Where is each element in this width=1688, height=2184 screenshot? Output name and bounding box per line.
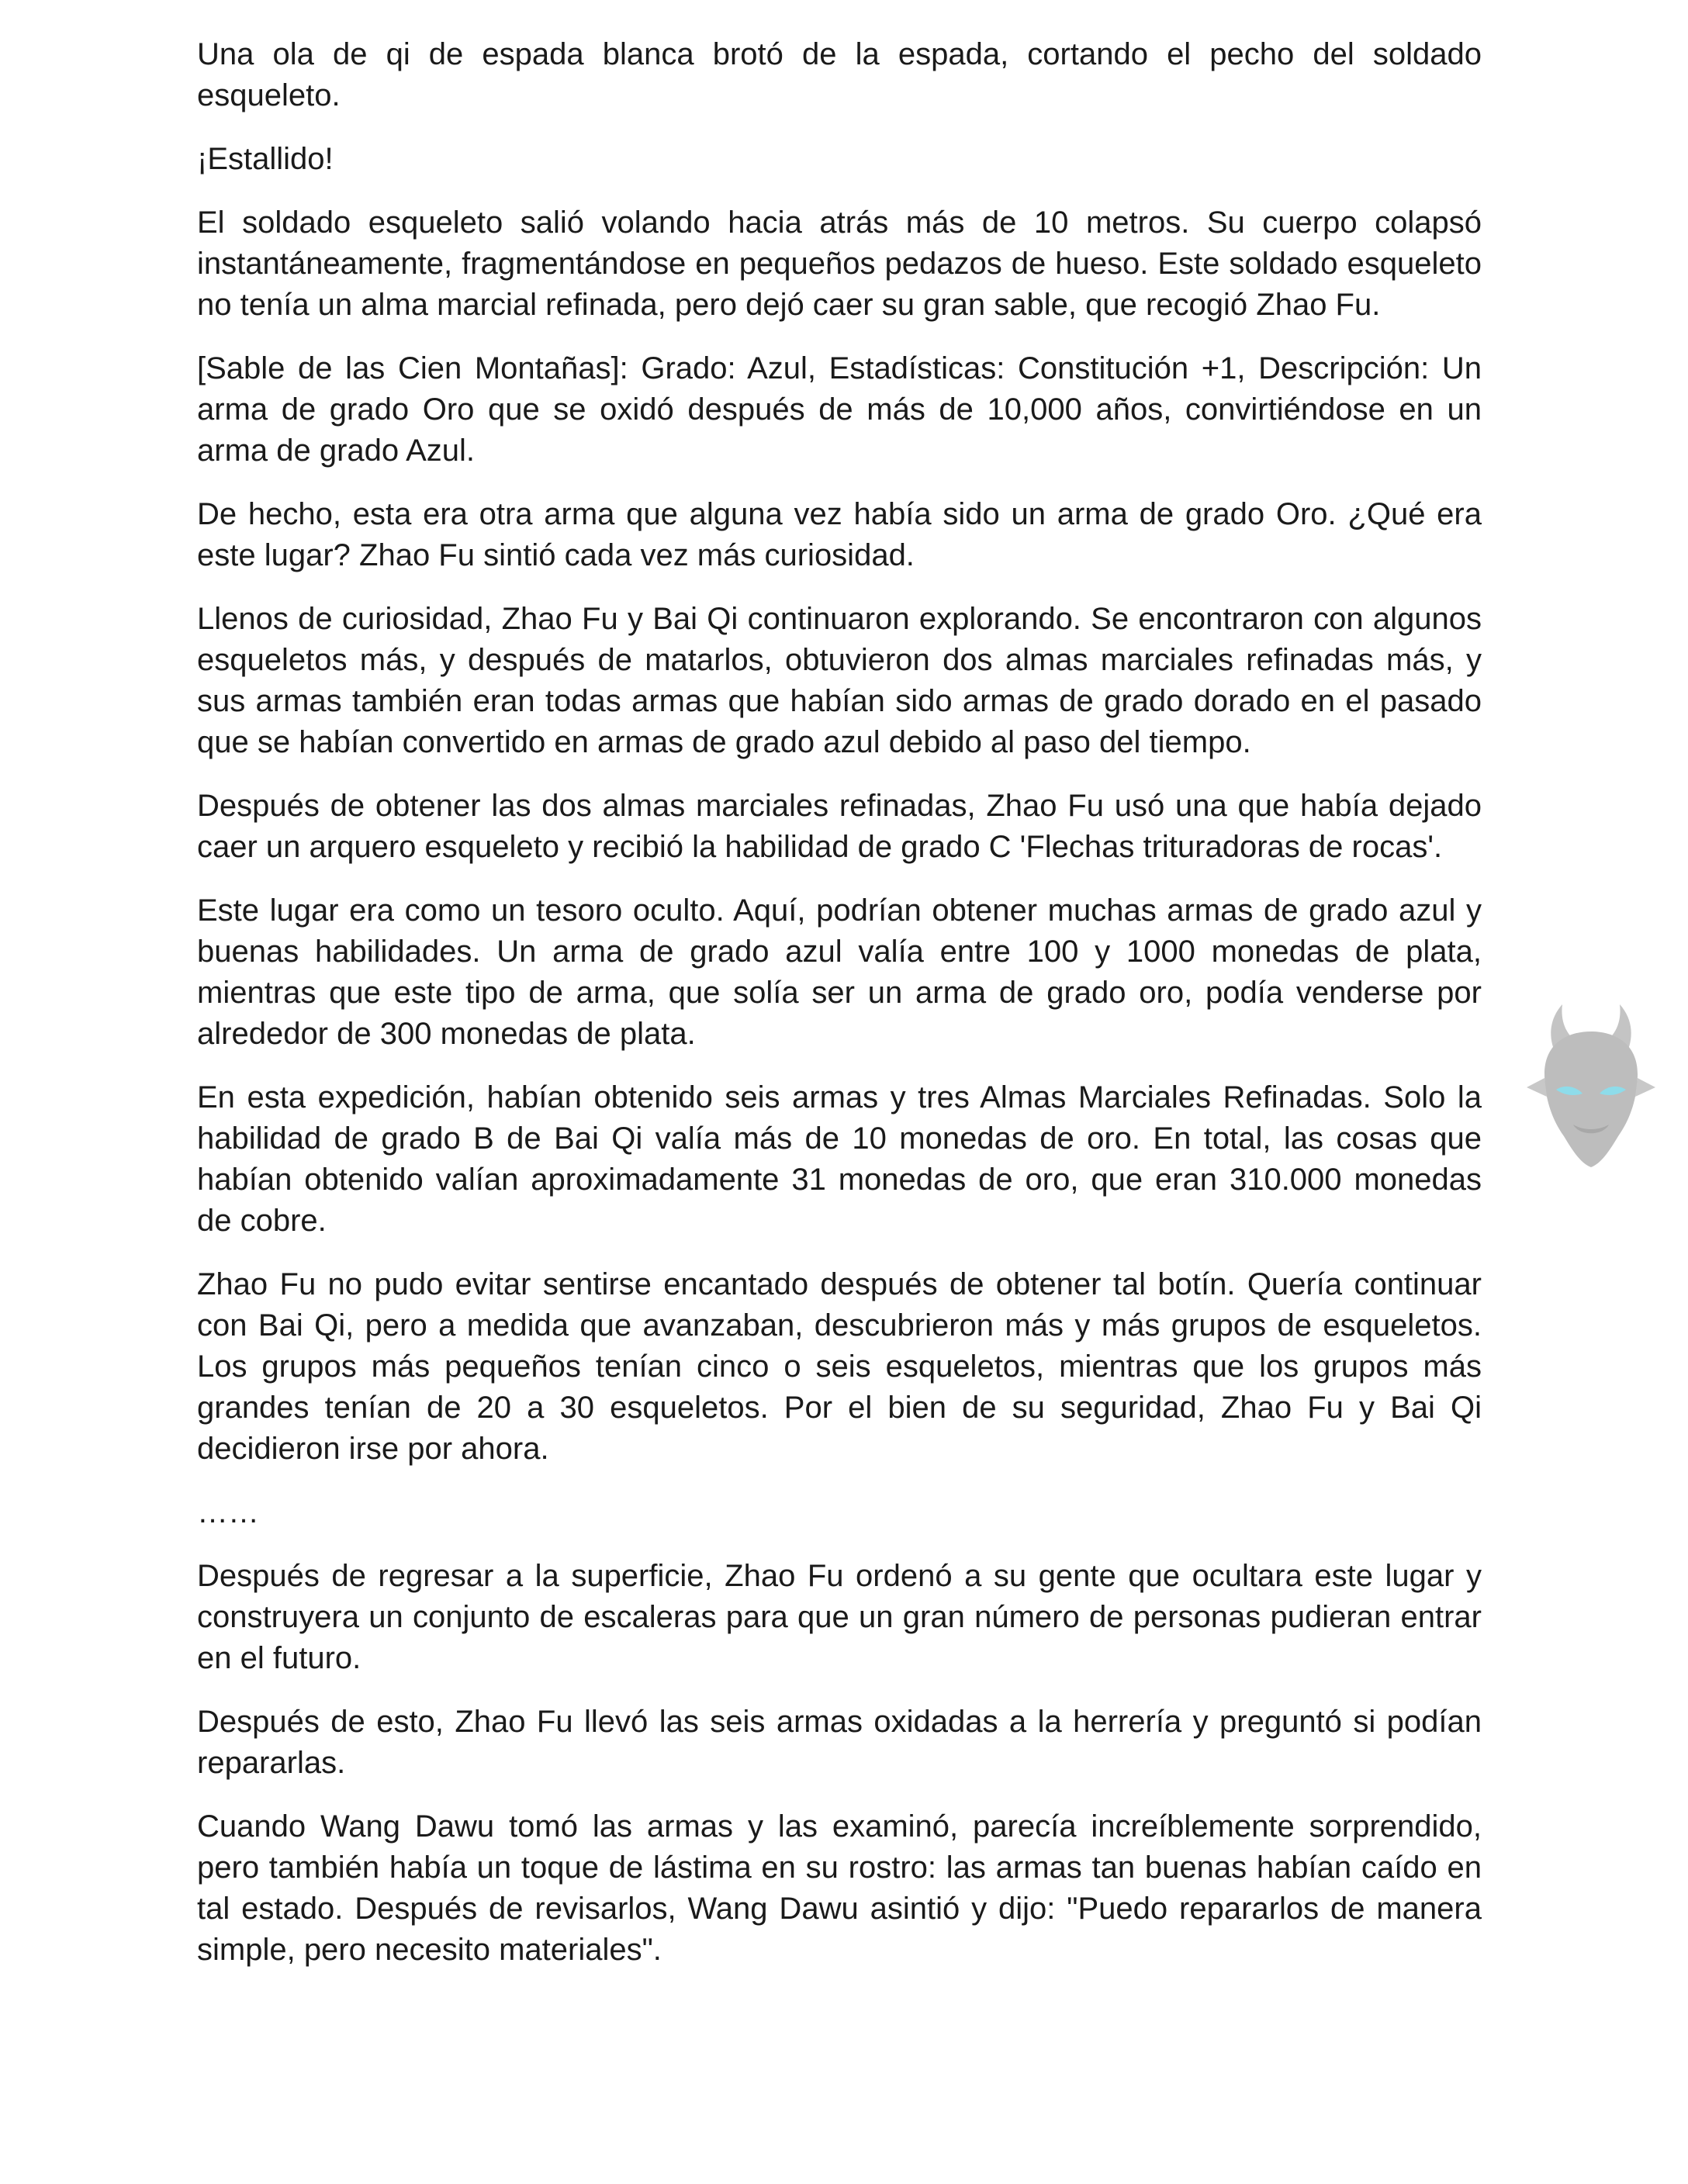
paragraph: Después de esto, Zhao Fu llevó las seis armas oxidadas a la herrería y preguntó si podían repararlas.	[197, 1705, 1482, 1780]
paragraph: El soldado esqueleto salió volando hacia atrás más de 10 metros. Su cuerpo colapsó instantáneamente, fragmentándose en pequeños pedazos de hueso. Este soldado esqueleto no tenía un alma marcial refinada, pero dejó caer su gran sable, que recogió Zhao Fu.	[197, 206, 1482, 322]
paragraph: De hecho, esta era otra arma que alguna vez había sido un arma de grado Oro. ¿Qué era este lugar? Zhao Fu sintió cada vez más curiosidad.	[197, 497, 1482, 572]
demon-head-icon	[1525, 1000, 1657, 1171]
document-body	[197, 34, 1482, 1993]
paragraph: Una ola de qi de espada blanca brotó de la espada, cortando el pecho del soldado esqueleto.	[197, 37, 1482, 112]
paragraph: ¡Estallido!	[197, 142, 334, 176]
paragraph: [Sable de las Cien Montañas]: Grado: Azul, Estadísticas: Constitución +1, Descripción: Un arma de grado Oro que se oxidó después de más de 10,000 años, convirtiéndose en un arma de grado Azul.	[197, 351, 1482, 468]
paragraph: Este lugar era como un tesoro oculto. Aquí, podrían obtener muchas armas de grado azul y buenas habilidades. Un arma de grado azul valía entre 100 y 1000 monedas de plata, mientras que este tipo de arma, que solía ser un arma de grado oro, podía venderse por alrededor de 300 monedas de plata.	[197, 893, 1482, 1051]
head-shape	[1544, 1032, 1638, 1167]
paragraph: En esta expedición, habían obtenido seis armas y tres Almas Marciales Refinadas. Solo la habilidad de grado B de Bai Qi valía más de 10 monedas de oro. En total, las cosas que habían obtenido valían aproximadamente 31 monedas de oro, que eran 310.000 monedas de cobre.	[197, 1080, 1482, 1238]
paragraph: Después de regresar a la superficie, Zhao Fu ordenó a su gente que ocultara este lugar y construyera un conjunto de escaleras para que un gran número de personas pudieran entrar en el futuro.	[197, 1559, 1482, 1675]
paragraph: Llenos de curiosidad, Zhao Fu y Bai Qi continuaron explorando. Se encontraron con algunos esqueletos más, y después de matarlos, obtuvieron dos almas marciales refinadas más, y sus armas también eran todas armas que habían sido armas de grado dorado en el pasado que se habían convertido en armas de grado azul debido al paso del tiempo.	[197, 602, 1482, 759]
ellipsis-separator: ……	[197, 1495, 259, 1529]
right-ear	[1635, 1078, 1655, 1097]
paragraph: Después de obtener las dos almas marciales refinadas, Zhao Fu usó una que había dejado caer un arquero esqueleto y recibió la habilidad de grado C 'Flechas trituradoras de rocas'.	[197, 789, 1482, 864]
paragraph: Cuando Wang Dawu tomó las armas y las examinó, parecía increíblemente sorprendido, pero también había un toque de lástima en su rostro: las armas tan buenas habían caído en tal estado. Después de revisarlos, Wang Dawu asintió y dijo: "Puedo repararlos de manera simple, pero necesito materiales".	[197, 1809, 1482, 1967]
left-ear	[1527, 1078, 1547, 1097]
paragraph: Zhao Fu no pudo evitar sentirse encantado después de obtener tal botín. Quería continuar con Bai Qi, pero a medida que avanzaban, descubrieron más y más grupos de esqueletos. Los grupos más pequeños tenían cinco o seis esqueletos, mientras que los grupos más grandes tenían de 20 a 30 esqueletos. Por el bien de su seguridad, Zhao Fu y Bai Qi decidieron irse por ahora.	[197, 1267, 1482, 1466]
